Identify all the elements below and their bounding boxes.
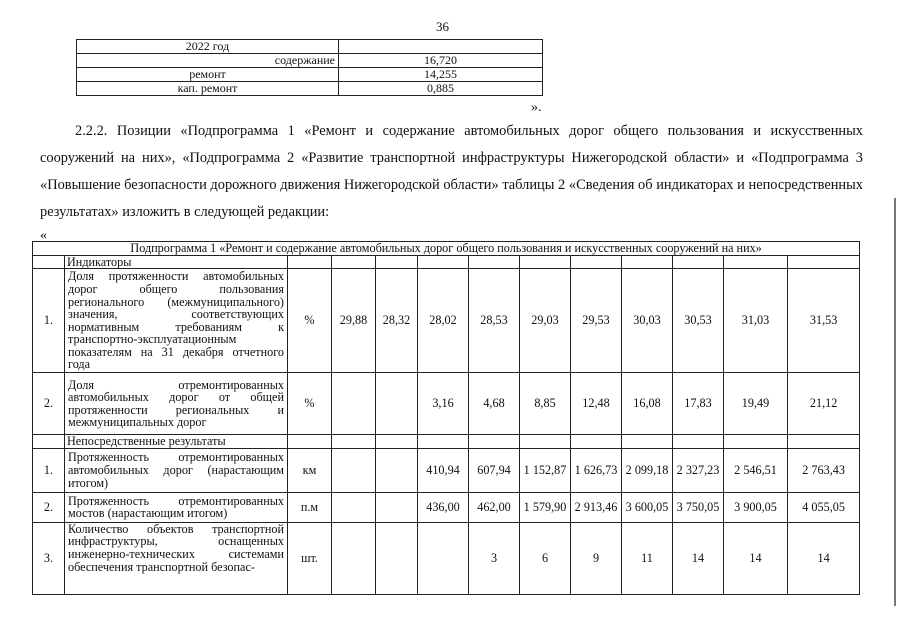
- table-row: [33, 492, 860, 522]
- value-cell: 1 579,90: [520, 492, 571, 522]
- value-cell: 31,03: [724, 269, 788, 373]
- value-cell: 12,48: [571, 373, 622, 435]
- value-cell: 2 546,51: [724, 448, 788, 492]
- value-cell: [376, 522, 418, 594]
- closing-quote: ».: [531, 100, 542, 115]
- value-cell: 29,53: [571, 269, 622, 373]
- value-cell: 410,94: [418, 448, 469, 492]
- row-number: 1.: [33, 269, 65, 373]
- value-cell: 3,16: [418, 373, 469, 435]
- unit-cell: км: [288, 448, 332, 492]
- value-cell: 19,49: [724, 373, 788, 435]
- unit-cell: п.м: [288, 492, 332, 522]
- value-cell: 28,53: [469, 269, 520, 373]
- row-number: 2.: [33, 373, 65, 435]
- table-row: [77, 54, 543, 68]
- scan-artifact: [0, 0, 60, 6]
- value-cell: 436,00: [418, 492, 469, 522]
- indicators-table: [32, 241, 860, 595]
- value-cell: 4,68: [469, 373, 520, 435]
- value-cell: 14: [788, 522, 860, 594]
- value-cell: 31,53: [788, 269, 860, 373]
- scan-edge-line: [894, 198, 896, 606]
- value-cell: [332, 522, 376, 594]
- value-cell: 8,85: [520, 373, 571, 435]
- value-cell: [376, 373, 418, 435]
- table-row: [77, 82, 543, 96]
- page-number: 36: [436, 19, 449, 34]
- value-cell: 3 600,05: [622, 492, 673, 522]
- value-cell: [376, 492, 418, 522]
- table-row: [33, 448, 860, 492]
- value-cell: 28,32: [376, 269, 418, 373]
- section-row: [33, 255, 860, 269]
- amendment-paragraph: 2.2.2. Позиции «Подпрограмма 1 «Ремонт и содержание автомобильных дорог общего пользования и искусственных сооружений на них», «Подпрограмма 2 «Развитие транспортной инфраструктуры Нижегородской области» и «Подпрограмма 3 «Повышение безопасности дорожного движения Нижегородской области» таблицы 2 «Сведения об индикаторах и непосредственных результатах» изложить в следующей редакции:: [40, 123, 863, 220]
- value-cell: 16,08: [622, 373, 673, 435]
- value-cell: 30,03: [622, 269, 673, 373]
- value-cell: 3 900,05: [724, 492, 788, 522]
- value-cell: [332, 448, 376, 492]
- value-cell: 2 099,18: [622, 448, 673, 492]
- table-row: [33, 522, 860, 594]
- row-label: кап. ремонт: [77, 82, 339, 96]
- value-cell: 2 327,23: [673, 448, 724, 492]
- value-cell: 9: [571, 522, 622, 594]
- row-number: 3.: [33, 522, 65, 594]
- value-cell: 6: [520, 522, 571, 594]
- unit-cell: %: [288, 269, 332, 373]
- section-indicators-label: Индикаторы: [65, 255, 288, 269]
- value-cell: 21,12: [788, 373, 860, 435]
- value-cell: 30,53: [673, 269, 724, 373]
- row-value: 16,720: [339, 54, 543, 68]
- row-value: [339, 40, 543, 54]
- section-row: [33, 435, 860, 449]
- value-cell: 29,03: [520, 269, 571, 373]
- year-summary-table: [76, 39, 543, 96]
- result-name: Протяженность отремонтированных автомобильных дорог (нарастающим итогом): [65, 448, 288, 492]
- row-label: содержание: [77, 54, 339, 68]
- indicator-name: Доля протяженности автомобильных дорог общего пользования регионального (межмуниципального) значения, соответствующих нормативным требованиям к транспортно-эксплуатационным показателям на 31 декабря отчетного года: [65, 269, 288, 373]
- value-cell: 3: [469, 522, 520, 594]
- value-cell: 28,02: [418, 269, 469, 373]
- opening-quote: «: [40, 228, 47, 243]
- table-row: [33, 373, 860, 435]
- value-cell: 4 055,05: [788, 492, 860, 522]
- unit-cell: шт.: [288, 522, 332, 594]
- table-row: [33, 269, 860, 373]
- value-cell: 607,94: [469, 448, 520, 492]
- row-value: 0,885: [339, 82, 543, 96]
- subprogram-title: Подпрограмма 1 «Ремонт и содержание автомобильных дорог общего пользования и искусственных сооружений на них»: [33, 242, 860, 256]
- result-name-text: Количество объектов транспортной инфраструктуры, оснащенных инженерно-технических системами обеспечения транспортной безопас-: [68, 522, 284, 574]
- row-number: 2.: [33, 492, 65, 522]
- unit-cell: %: [288, 373, 332, 435]
- value-cell: 11: [622, 522, 673, 594]
- value-cell: 17,83: [673, 373, 724, 435]
- value-cell: [332, 492, 376, 522]
- value-cell: 1 152,87: [520, 448, 571, 492]
- row-label: 2022 год: [77, 40, 339, 54]
- value-cell: [332, 373, 376, 435]
- value-cell: 3 750,05: [673, 492, 724, 522]
- indicator-name: Доля отремонтированных автомобильных дорог от общей протяженности региональных и межмуниципальных дорог: [65, 373, 288, 435]
- value-cell: 1 626,73: [571, 448, 622, 492]
- section-results-label: Непосредственные результаты: [65, 435, 288, 449]
- result-name: [65, 522, 288, 594]
- value-cell: 2 763,43: [788, 448, 860, 492]
- value-cell: 29,88: [332, 269, 376, 373]
- table-title-row: [33, 242, 860, 256]
- table-row: [77, 68, 543, 82]
- result-name: Протяженность отремонтированных мостов (нарастающим итогом): [65, 492, 288, 522]
- row-value: 14,255: [339, 68, 543, 82]
- row-label: ремонт: [77, 68, 339, 82]
- value-cell: 14: [673, 522, 724, 594]
- row-number: 1.: [33, 448, 65, 492]
- value-cell: 462,00: [469, 492, 520, 522]
- value-cell: 14: [724, 522, 788, 594]
- value-cell: [376, 448, 418, 492]
- value-cell: 2 913,46: [571, 492, 622, 522]
- value-cell: [418, 522, 469, 594]
- table-row: [77, 40, 543, 54]
